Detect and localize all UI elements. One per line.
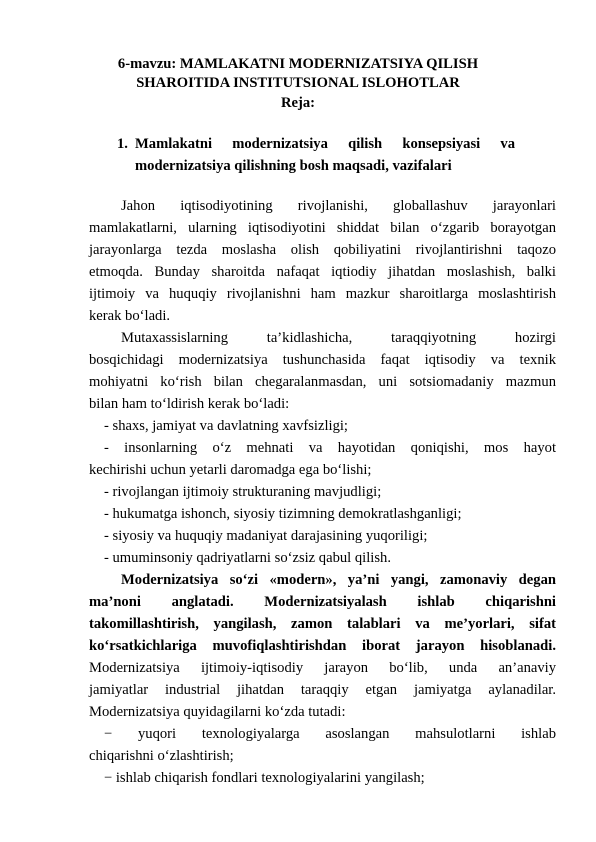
topic-title-line-2: SHAROITIDA INSTITUTSIONAL ISLOHOTLAR	[136, 75, 460, 91]
body-line: mohiyatni ko‘rish bilan chegaralanmasdan, uni sotsiomadaniy mazmun	[89, 374, 556, 390]
body-line: Mutaxassislarning ta’kidlashicha, taraqqiyotning hozirgi	[121, 330, 556, 346]
list-item: - shaxs, jamiyat va davlatning xavfsizligi;	[104, 418, 348, 434]
body-line: jarayonlarga tezda moslasha olish qobiliyatini rivojlantirishni taqozo	[89, 242, 556, 258]
body-line: ijtimoiy va huquqiy rivojlanishni ham mazkur sharoitlarga moslashtirish	[89, 286, 556, 302]
list-item-continuation: kechirishi uchun yetarli daromadga ega bo‘lishi;	[89, 462, 372, 478]
list-item: − yuqori texnologiyalarga asoslangan mahsulotlarni ishlab	[104, 726, 556, 742]
body-line: jamiyatlar industrial jihatdan taraqqiy etgan jamiyatga aylanadilar.	[89, 682, 556, 698]
list-item: - hukumatga ishonch, siyosiy tizimning demokratlashganligi;	[104, 506, 462, 522]
body-line: etmoqda. Bunday sharoitda nafaqat iqtiodiy jihatdan moslashish, balki	[89, 264, 556, 280]
bold-line: takomillashtirish, yangilash, zamon talablari va me’yorlari, sifat	[89, 616, 556, 632]
list-item: - insonlarning o‘z mehnati va hayotidan qoniqishi, mos hayot	[104, 440, 556, 456]
body-line: bosqichidagi modernizatsiya tushunchasida faqat iqtisodiy va texnik	[89, 352, 556, 368]
body-line: mamlakatlarni, ularning iqtisodiyotini shiddat bilan o‘zgarib borayotgan	[89, 220, 556, 236]
list-item: - siyosiy va huquqiy madaniyat darajasining yuqoriligi;	[104, 528, 428, 544]
section-number: 1.	[117, 136, 128, 152]
bold-line: Modernizatsiya so‘zi «modern», ya’ni yangi, zamonaviy degan	[121, 572, 556, 588]
list-item: - umuminsoniy qadriyatlarni so‘zsiz qabul qilish.	[104, 550, 391, 566]
plan-label: Reja:	[280, 95, 316, 111]
body-line: kerak bo‘ladi.	[89, 308, 171, 324]
body-line: Modernizatsiya quyidagilarni ko‘zda tutadi:	[89, 704, 346, 720]
body-line: Jahon iqtisodiyotining rivojlanishi, globallashuv jarayonlari	[121, 198, 556, 214]
list-item-continuation: chiqarishni o‘zlashtirish;	[89, 748, 234, 764]
bold-line: ko‘rsatkichlariga muvofiqlashtirishdan iborat jarayon hisoblanadi.	[89, 638, 556, 654]
section-title-line-2: modernizatsiya qilishning bosh maqsadi, vazifalari	[135, 158, 452, 174]
list-item: - rivojlangan ijtimoiy strukturaning mavjudligi;	[104, 484, 382, 500]
topic-title-line-1: 6-mavzu: MAMLAKATNI MODERNIZATSIYA QILISH	[117, 56, 479, 72]
section-title-line-1: Mamlakatni modernizatsiya qilish konsepsiyasi va	[135, 136, 515, 152]
section-heading	[117, 133, 515, 177]
bold-line: ma’noni anglatadi. Modernizatsiyalash ishlab chiqarishni	[89, 594, 556, 610]
list-item: − ishlab chiqarish fondlari texnologiyalarini yangilash;	[104, 770, 425, 786]
body-line: Modernizatsiya ijtimoiy-iqtisodiy jarayon bo‘lib, unda an’anaviy	[89, 660, 556, 676]
body-line: bilan ham to‘ldirish kerak bo‘ladi:	[89, 396, 290, 412]
